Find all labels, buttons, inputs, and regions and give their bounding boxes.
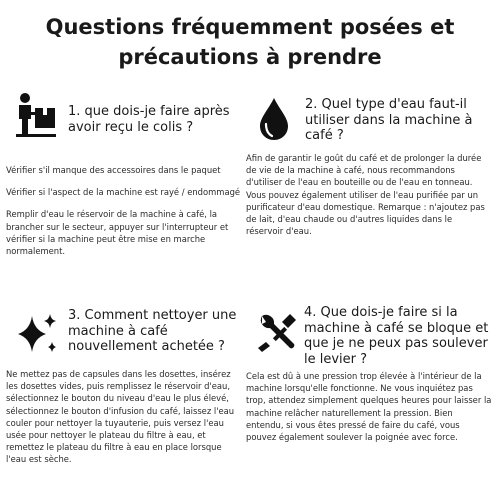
faq-1-question [68, 104, 248, 135]
page-title [0, 12, 500, 72]
faq-2-question-line: café ? [305, 128, 344, 143]
faq-1-question-line: avoir reçu le colis ? [68, 119, 194, 135]
faq-1-answer-paragraph: Vérifier si l'aspect de la machine est rayé / endommagé [6, 187, 241, 198]
person-carrying-box-icon [14, 92, 60, 138]
faq-4-question-line: machine à café se bloque et [304, 320, 489, 336]
faq-2-question [305, 97, 495, 144]
faq-1-answer-paragraph: Vérifier s'il manque des accessoires dans le paquet [6, 165, 221, 175]
faq-4-question-line: 4. Que dois-je faire si la [304, 305, 458, 320]
faq-3-question [68, 308, 248, 355]
wrench-screwdriver-icon [256, 312, 298, 354]
faq-1-answer [6, 164, 242, 257]
faq-4-answer-paragraph: Cela est dû à une pression trop élevée à l'intérieur de la machine lorsqu'elle fonctionne. Ne vous inquiétez pas trop, attendez simplement quelques heures pour laisser la machine relâcher naturellement la pression. Bien entendu, si vous êtes pressé de faire du café, vous pouvez également soulever la poignée avec force. [246, 371, 492, 443]
faq-3-answer [6, 368, 238, 466]
sparkle-icon [14, 312, 60, 356]
water-drop-icon [256, 96, 292, 142]
faq-4-question-line: que je ne peux pas soulever [304, 336, 488, 351]
faq-4-answer [246, 370, 492, 443]
faq-3-question-line: machine à café [68, 323, 168, 339]
faq-2-answer-paragraph: Afin de garantir le goût du café et de prolonger la durée de vie de la machine à café, nous recommandons d'utiliser de l'eau en bouteille ou de l'eau en tonneau. Vous pouvez également utiliser de l'eau purifiée par un purificateur d'eau domestique. Remarque : n'ajoutez pas de lait, d'eau chaude ou d'autres liquides dans le réservoir d'eau. [246, 153, 485, 237]
faq-2-answer [246, 152, 488, 237]
page-title-line: Questions fréquemment posées et [45, 15, 455, 39]
faq-4-question-line: le levier ? [304, 351, 368, 367]
faq-3-answer-paragraph: Ne mettez pas de capsules dans les dosettes, insérez les dosettes vides, puis remplissez le réservoir d'eau, sélectionnez le bouton du niveau d'eau le plus élevé, sélectionnez le bouton d'infusion du café, laissez l'eau couler pour nettoyer la tuyauterie, puis versez l'eau usée pour nettoyer le plateau du filtre à eau, et remettez le plateau du filtre à eau en place lorsque l'eau est sèche. [6, 369, 235, 465]
faq-4-question [304, 305, 498, 367]
faq-2-question-line: 2. Quel type d'eau faut-il [305, 97, 467, 112]
faq-3-question-line: nouvellement achetée ? [68, 339, 225, 354]
page-title-line: précautions à prendre [118, 45, 382, 69]
faq-1-answer-paragraph: Remplir d'eau le réservoir de la machine à café, la brancher sur le secteur, appuyer sur l'interrupteur et vérifier si la machine peut être mise en marche normalement. [6, 209, 229, 257]
faq-1-question-line: 1. que dois-je faire après [68, 104, 230, 119]
faq-3-question-line: 3. Comment nettoyer une [68, 308, 237, 323]
faq-2-question-line: utiliser dans la machine à [305, 112, 473, 128]
